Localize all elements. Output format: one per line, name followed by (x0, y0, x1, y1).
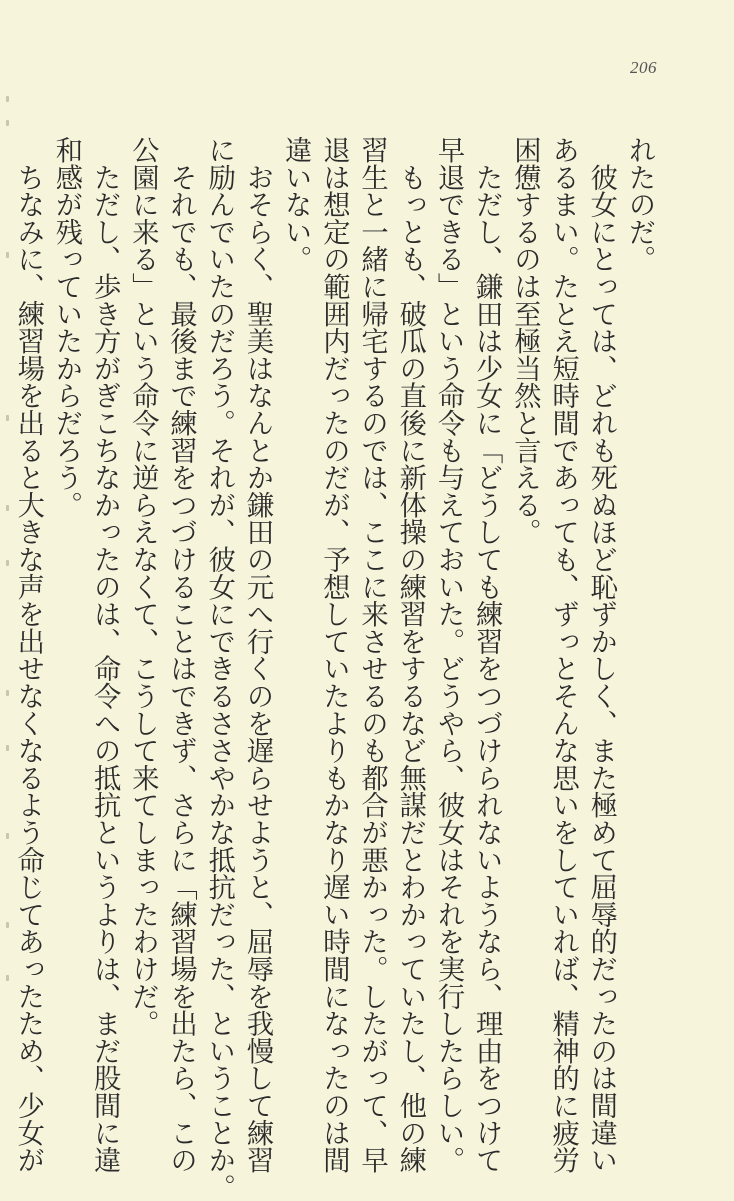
text-line: あるまい。たとえ短時間であっても、ずっとそんな思いをしていれば、精神的に疲労 (547, 136, 579, 1174)
text-line: もっとも、破瓜の直後に新体操の練習をするなど無謀だとわかっていたし、他の練 (394, 136, 426, 1174)
text-line: ただし、歩き方がぎこちなかったのは、命令への抵抗というよりは、まだ股間に違 (89, 136, 121, 1174)
text-line: 早退できる」という命令も与えておいた。どうやら、彼女はそれを実行したらしい。 (432, 136, 464, 1174)
text-line: おそらく、聖美はなんとか鎌田の元へ行くのを遅らせようと、屈辱を我慢して練習 (241, 136, 273, 1174)
text-line: 違いない。 (280, 136, 312, 273)
punch-mark (6, 120, 9, 126)
text-line: それでも、最後まで練習をつづけることはできず、さらに「練習場を出たら、この (165, 136, 197, 1174)
text-line: 困憊するのは至極当然と言える。 (509, 136, 541, 546)
text-line: ちなみに、練習場を出ると大きな声を出せなくなるよう命じてあったため、少女が (12, 136, 44, 1174)
body-text (9, 136, 658, 1201)
text-line: 彼女にとっては、どれも死ぬほど恥ずかしく、また極めて屈辱的だったのは間違い (585, 136, 617, 1174)
text-line: 和感が残っていたからだろう。 (50, 136, 82, 519)
punch-mark (6, 96, 9, 102)
text-line: れたのだ。 (624, 136, 655, 273)
text-line: 公園に来る」という命令に逆らえなくて、こうして来てしまったわけだ。 (127, 136, 159, 1037)
text-line: 退は想定の範囲内だったのだが、予想していたよりもかなり遅い時間になったのは間 (318, 136, 350, 1174)
page-number: 206 (630, 58, 657, 77)
text-line: に励んでいたのだろう。それが、彼女にできるささやかな抵抗だった、ということか。 (203, 136, 235, 1201)
text-line: ただし、鎌田は少女に「どうしても練習をつづけられないようなら、理由をつけて (471, 136, 503, 1174)
text-line: 習生と一緒に帰宅するのでは、ここに来させるのも都合が悪かった。したがって、早 (356, 136, 388, 1174)
